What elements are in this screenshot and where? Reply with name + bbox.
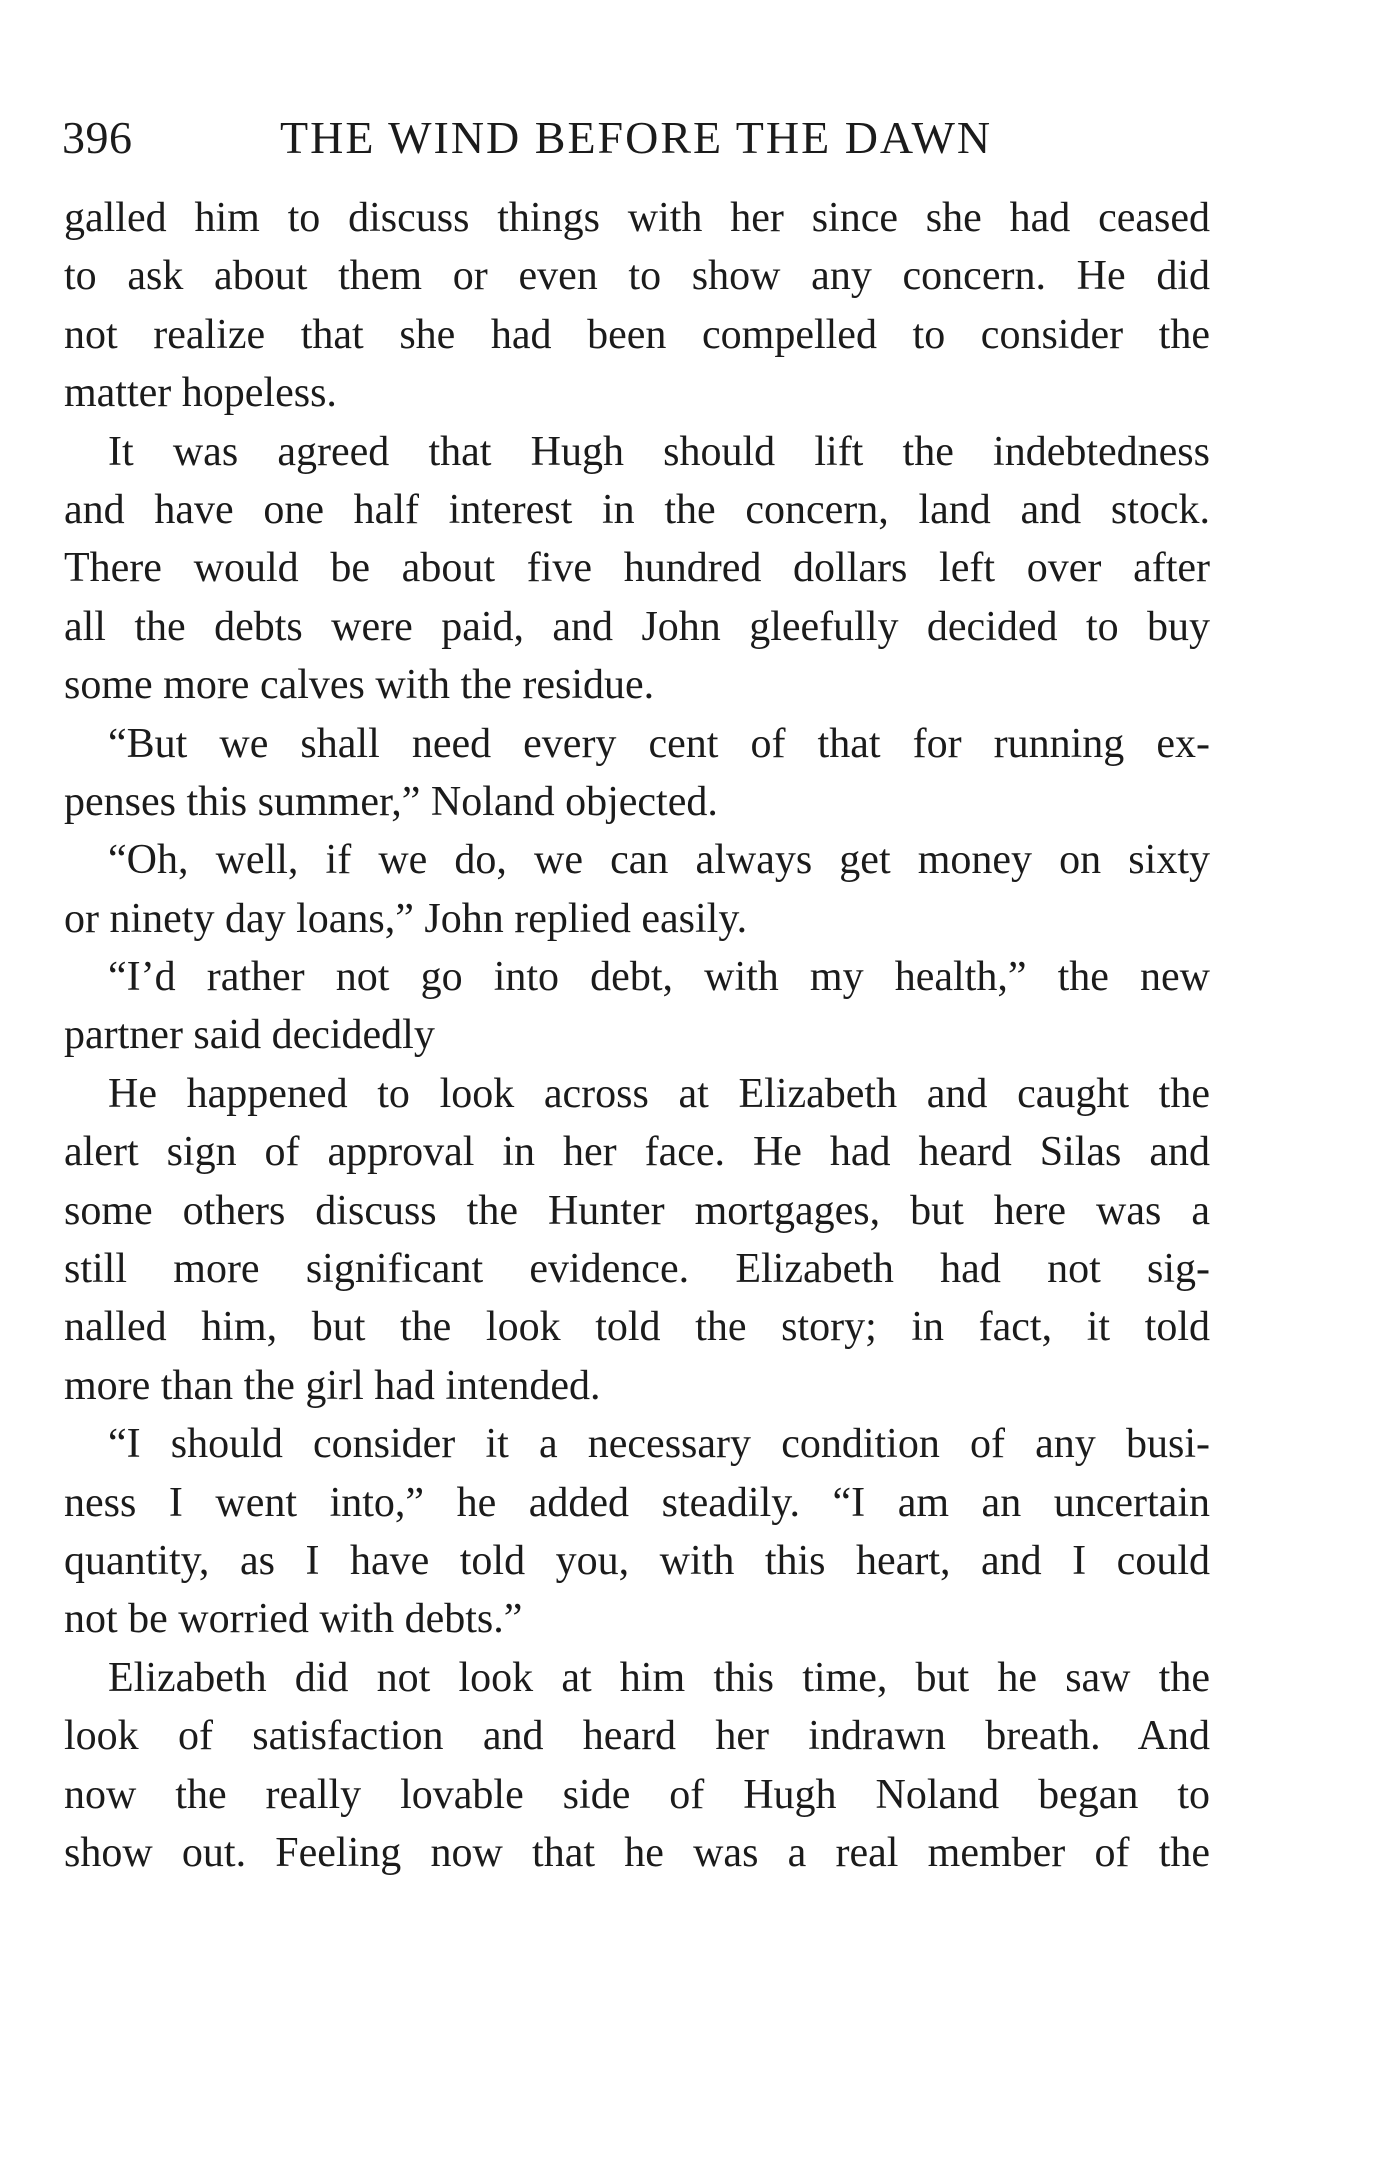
text-line: “Oh, well, if we do, we can always get money on sixty: [108, 837, 1210, 884]
running-title: THE WIND BEFORE THE DAWN: [280, 112, 993, 163]
text-line: nalled him, but the look told the story; in fact, it told: [64, 1304, 1210, 1351]
text-line: all the debts were paid, and John gleefully decided to buy: [64, 603, 1210, 650]
text-line: more than the girl had intended.: [64, 1362, 601, 1409]
text-line: There would be about five hundred dollars left over after: [64, 545, 1210, 592]
text-line: quantity, as I have told you, with this heart, and I could: [64, 1537, 1210, 1584]
text-line: some more calves with the residue.: [64, 662, 655, 709]
text-line: “But we shall need every cent of that for running ex-: [108, 720, 1210, 767]
text-line: not realize that she had been compelled to consider the: [64, 311, 1210, 358]
text-line: now the really lovable side of Hugh Noland began to: [64, 1771, 1210, 1818]
text-line: penses this summer,” Noland objected.: [64, 778, 718, 825]
text-line: alert sign of approval in her face. He had heard Silas and: [64, 1129, 1210, 1176]
text-line: or ninety day loans,” John replied easily.: [64, 895, 748, 942]
text-line: matter hopeless.: [64, 370, 337, 417]
text-line: It was agreed that Hugh should lift the indebtedness: [108, 428, 1210, 475]
text-line: galled him to discuss things with her since she had ceased: [64, 195, 1210, 241]
text-line: ness I went into,” he added steadily. “I am an uncertain: [64, 1479, 1210, 1526]
running-head: [62, 108, 1212, 168]
text-line: and have one half interest in the concern, land and stock.: [64, 486, 1210, 533]
text-line: look of satisfaction and heard her indrawn breath. And: [64, 1713, 1210, 1760]
page-number: 396: [62, 112, 133, 163]
text-line: “I should consider it a necessary condition of any busi-: [108, 1421, 1210, 1468]
text-line: partner said decidedly: [64, 1012, 435, 1059]
text-line: Elizabeth did not look at him this time, but he saw the: [108, 1654, 1210, 1701]
text-line: show out. Feeling now that he was a real member of the: [64, 1829, 1210, 1876]
text-line: some others discuss the Hunter mortgages, but here was a: [64, 1187, 1210, 1234]
text-line: still more significant evidence. Elizabeth had not sig-: [64, 1246, 1210, 1293]
text-line: He happened to look across at Elizabeth and caught the: [108, 1070, 1210, 1117]
text-line: to ask about them or even to show any concern. He did: [64, 253, 1210, 300]
text-line: “I’d rather not go into debt, with my health,” the new: [108, 954, 1210, 1001]
body-text: [64, 189, 1210, 1882]
text-line: not be worried with debts.”: [64, 1596, 523, 1643]
